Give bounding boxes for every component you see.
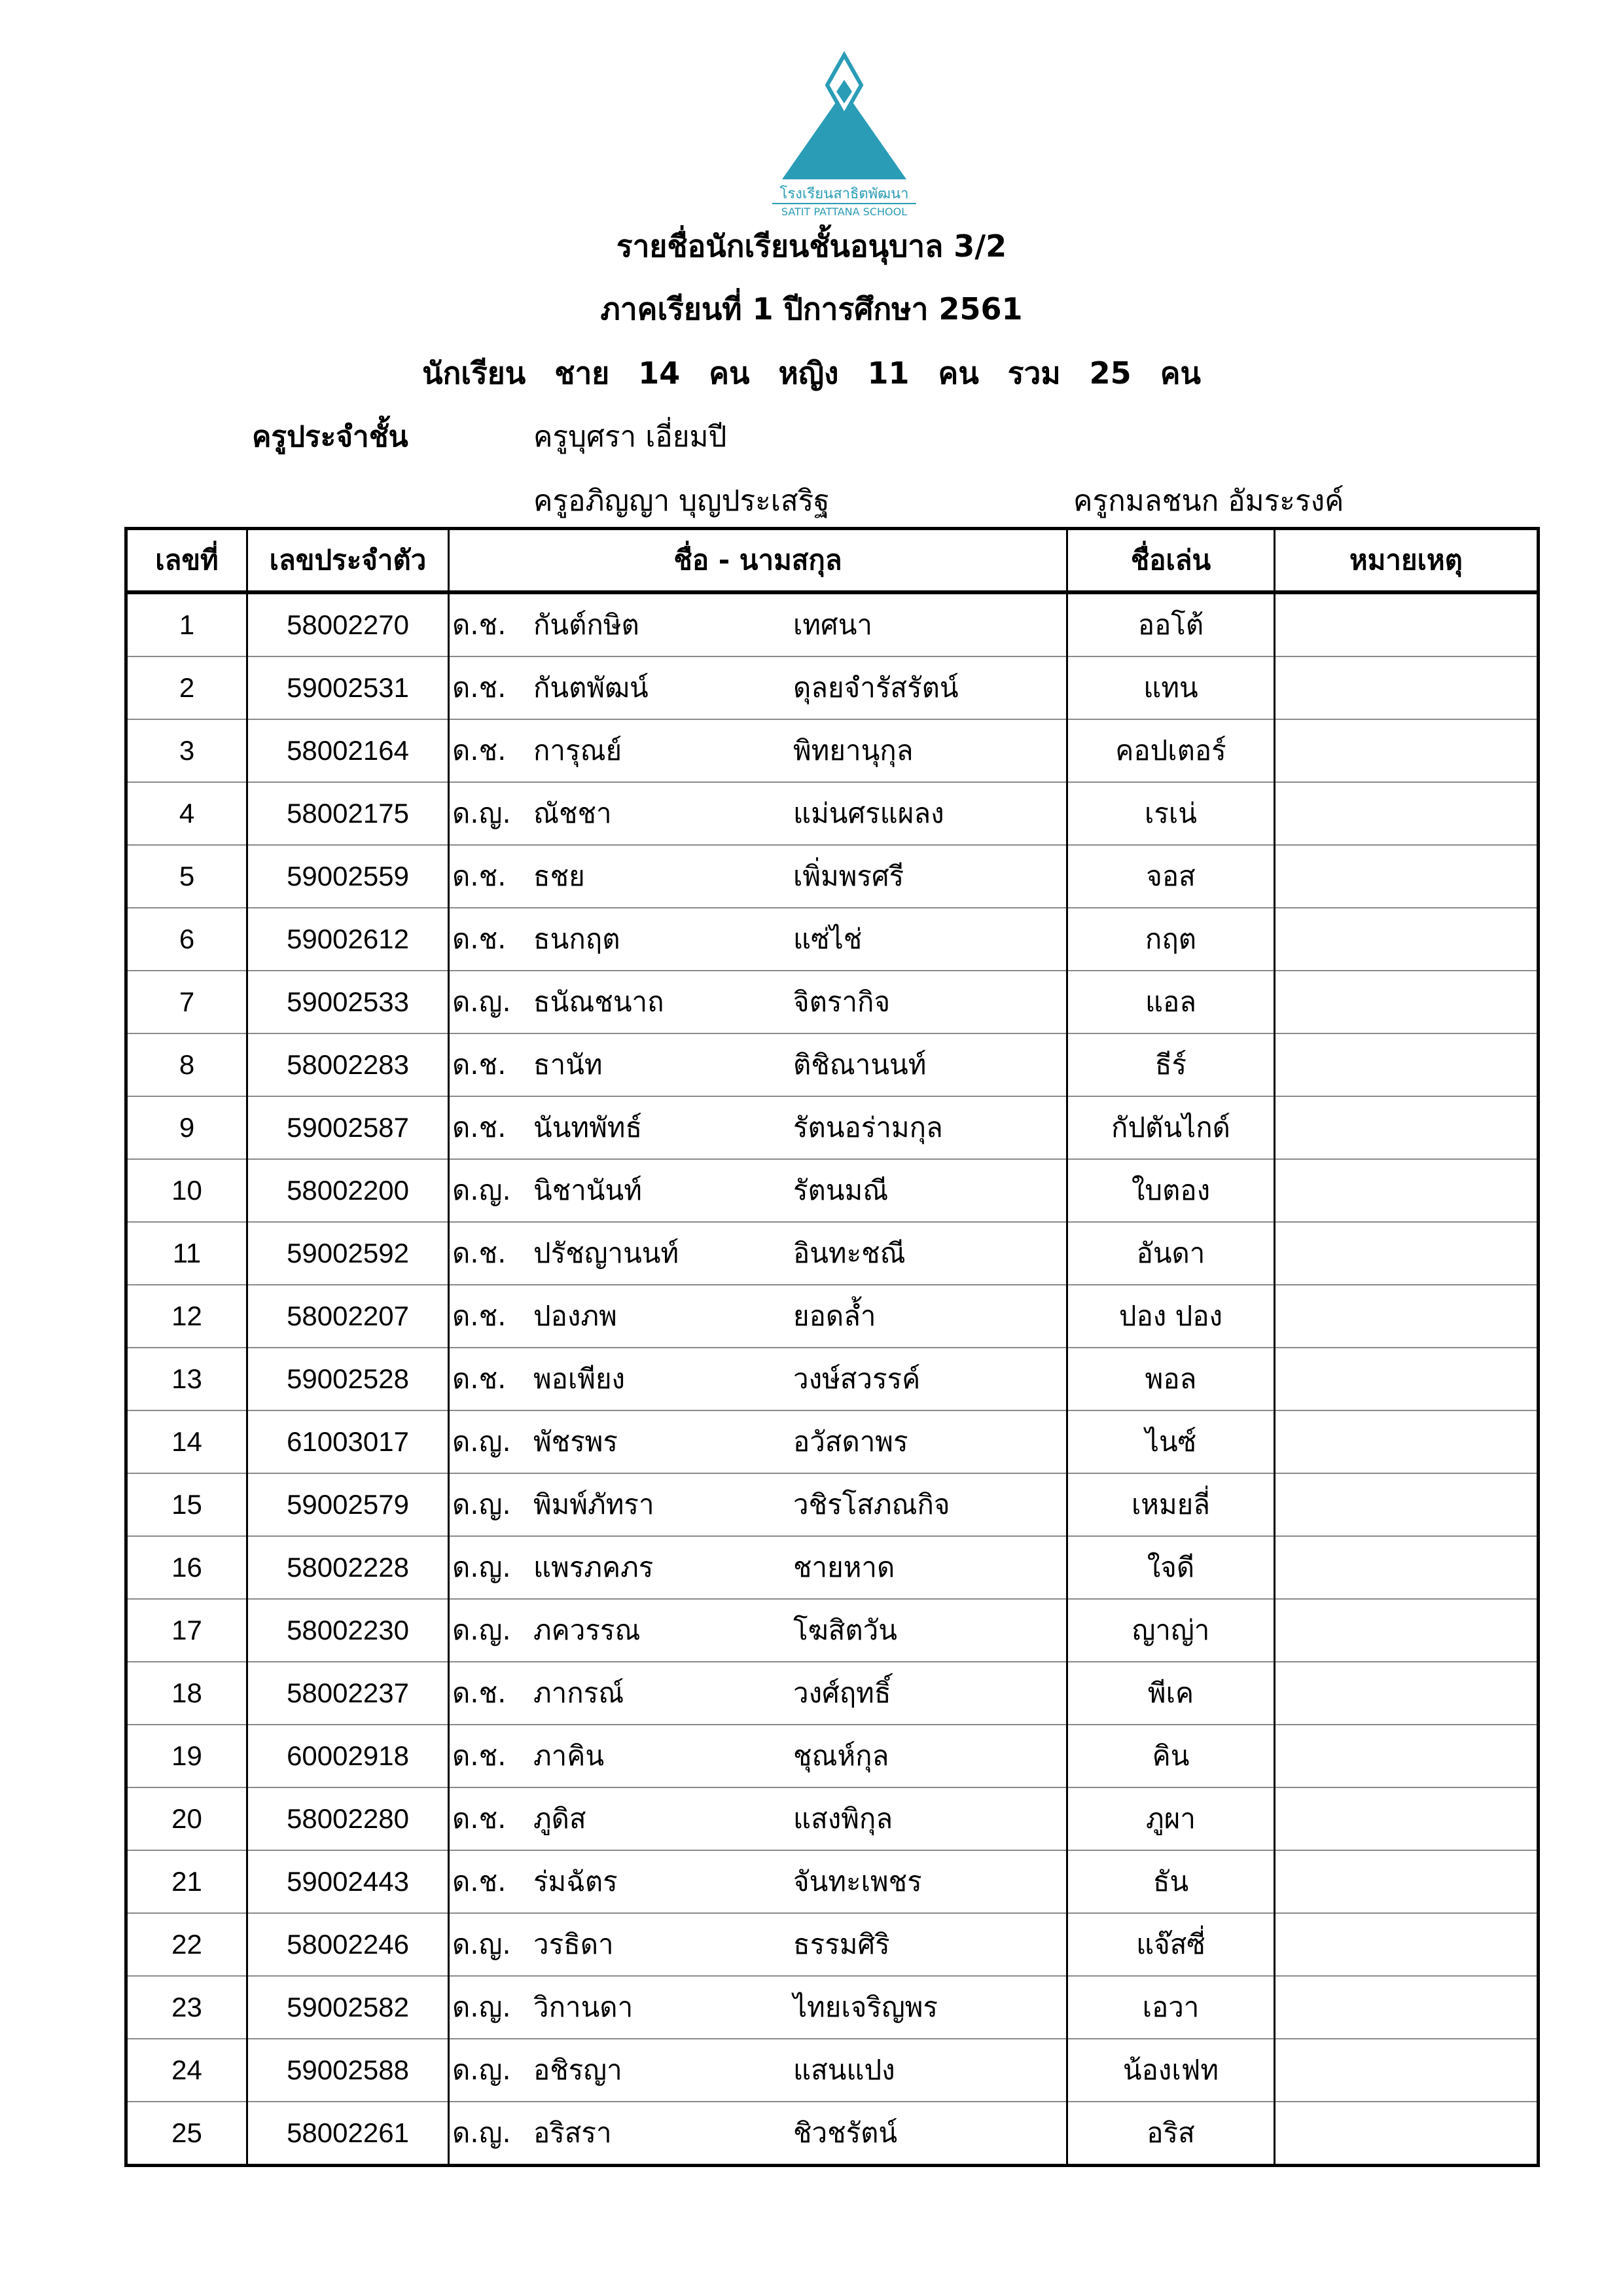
full-name-cell bbox=[449, 1473, 1067, 1536]
table-row bbox=[126, 845, 1539, 908]
row-number: 1 bbox=[126, 592, 247, 656]
nickname: อันดา bbox=[1067, 1222, 1275, 1285]
remarks-cell bbox=[1275, 1662, 1539, 1725]
first-name: พัชรพร bbox=[533, 1426, 618, 1458]
last-name: แม่นศรแผลง bbox=[793, 797, 944, 829]
total-unit: คน bbox=[1160, 355, 1201, 391]
row-number: 21 bbox=[126, 1850, 247, 1913]
remarks-cell bbox=[1275, 908, 1539, 971]
first-name: ภควรรณ bbox=[533, 1614, 641, 1646]
row-number: 22 bbox=[126, 1913, 247, 1976]
student-id: 60002918 bbox=[247, 1725, 449, 1787]
student-id: 58002246 bbox=[247, 1913, 449, 1976]
table-row bbox=[126, 1850, 1539, 1913]
table-header-row bbox=[126, 529, 1539, 593]
total-label: รวม bbox=[1007, 355, 1061, 391]
last-name: ชุณห์กุล bbox=[793, 1740, 889, 1772]
row-number: 24 bbox=[126, 2039, 247, 2102]
name-prefix: ด.ญ. bbox=[452, 1426, 511, 1458]
first-name: ปรัชญานนท์ bbox=[533, 1237, 679, 1269]
row-number: 3 bbox=[126, 719, 247, 782]
name-prefix: ด.ช. bbox=[452, 734, 507, 766]
row-number: 6 bbox=[126, 908, 247, 971]
nickname: ออโต้ bbox=[1067, 592, 1275, 656]
row-number: 10 bbox=[126, 1159, 247, 1222]
full-name-cell bbox=[449, 656, 1067, 719]
nickname: น้องเฟท bbox=[1067, 2039, 1275, 2102]
last-name: อินทะชณี bbox=[793, 1237, 906, 1269]
last-name: ยอดล้ำ bbox=[793, 1300, 876, 1332]
last-name: ชายหาด bbox=[793, 1551, 895, 1583]
name-prefix: ด.ญ. bbox=[452, 1928, 511, 1960]
homeroom-teacher-label: ครูประจำชั้น bbox=[252, 420, 408, 454]
term-line: ภาคเรียนที่ 1 ปีการศึกษา 2561 bbox=[600, 291, 1023, 327]
first-name: ภาคิน bbox=[533, 1740, 605, 1772]
remarks-cell bbox=[1275, 1536, 1539, 1599]
remarks-cell bbox=[1275, 2039, 1539, 2102]
nickname: ใบตอง bbox=[1067, 1159, 1275, 1222]
column-header-student-id: เลขประจำตัว bbox=[247, 529, 449, 593]
table-row bbox=[126, 2102, 1539, 2166]
student-roster-table bbox=[124, 527, 1540, 2167]
student-id: 61003017 bbox=[247, 1410, 449, 1473]
first-name: วิกานดา bbox=[533, 1991, 633, 2023]
last-name: โฆสิตวัน bbox=[793, 1614, 897, 1646]
full-name-cell bbox=[449, 2039, 1067, 2102]
remarks-cell bbox=[1275, 1033, 1539, 1096]
row-number: 5 bbox=[126, 845, 247, 908]
total-count: 25 bbox=[1089, 355, 1132, 391]
nickname: คอปเตอร์ bbox=[1067, 719, 1275, 782]
remarks-cell bbox=[1275, 1348, 1539, 1410]
last-name: วชิรโสภณกิจ bbox=[793, 1488, 950, 1520]
nickname: พีเค bbox=[1067, 1662, 1275, 1725]
first-name: ภากรณ์ bbox=[533, 1677, 624, 1709]
table-row bbox=[126, 719, 1539, 782]
name-prefix: ด.ญ. bbox=[452, 2117, 511, 2149]
last-name: จิตรากิจ bbox=[793, 986, 891, 1018]
student-summary bbox=[0, 350, 1623, 397]
first-name: กันต์กษิต bbox=[533, 609, 639, 641]
student-id: 58002237 bbox=[247, 1662, 449, 1725]
summary-label: นักเรียน bbox=[422, 355, 526, 391]
first-name: ณัชชา bbox=[533, 797, 612, 829]
column-header-full-name: ชื่อ - นามสกุล bbox=[449, 529, 1067, 593]
name-prefix: ด.ช. bbox=[452, 1677, 507, 1709]
name-prefix: ด.ช. bbox=[452, 1049, 507, 1081]
full-name-cell bbox=[449, 1787, 1067, 1850]
nickname: ใจดี bbox=[1067, 1536, 1275, 1599]
table-row bbox=[126, 1976, 1539, 2039]
last-name: พิทยานุกุล bbox=[793, 734, 914, 766]
table-row bbox=[126, 592, 1539, 656]
table-row bbox=[126, 782, 1539, 845]
table-row bbox=[126, 1599, 1539, 1662]
remarks-cell bbox=[1275, 719, 1539, 782]
male-count: 14 bbox=[638, 355, 681, 391]
nickname: ธีร์ bbox=[1067, 1033, 1275, 1096]
last-name: เทศนา bbox=[793, 609, 872, 641]
full-name-cell bbox=[449, 1222, 1067, 1285]
student-id: 58002164 bbox=[247, 719, 449, 782]
student-id: 58002270 bbox=[247, 592, 449, 656]
remarks-cell bbox=[1275, 2102, 1539, 2166]
row-number: 17 bbox=[126, 1599, 247, 1662]
full-name-cell bbox=[449, 1159, 1067, 1222]
row-number: 23 bbox=[126, 1976, 247, 2039]
name-prefix: ด.ช. bbox=[452, 1300, 507, 1332]
student-id: 59002612 bbox=[247, 908, 449, 971]
student-id: 59002582 bbox=[247, 1976, 449, 2039]
first-name: การุณย์ bbox=[533, 734, 622, 766]
remarks-cell bbox=[1275, 592, 1539, 656]
name-prefix: ด.ญ. bbox=[452, 1551, 511, 1583]
name-prefix: ด.ช. bbox=[452, 1803, 507, 1835]
last-name: อวัสดาพร bbox=[793, 1426, 908, 1458]
nickname: ภูผา bbox=[1067, 1787, 1275, 1850]
first-name: นันทพัทธ์ bbox=[533, 1111, 643, 1143]
last-name: ชิวชรัตน์ bbox=[793, 2117, 898, 2149]
first-name: ธชย bbox=[533, 860, 585, 892]
table-row bbox=[126, 1473, 1539, 1536]
remarks-cell bbox=[1275, 1913, 1539, 1976]
name-prefix: ด.ช. bbox=[452, 1237, 507, 1269]
remarks-cell bbox=[1275, 1725, 1539, 1787]
name-prefix: ด.ช. bbox=[452, 860, 507, 892]
student-id: 59002528 bbox=[247, 1348, 449, 1410]
name-prefix: ด.ช. bbox=[452, 609, 507, 641]
student-id: 59002587 bbox=[247, 1096, 449, 1159]
table-row bbox=[126, 1662, 1539, 1725]
male-unit: คน bbox=[709, 355, 750, 391]
last-name: เพิ่มพรศรี bbox=[793, 860, 904, 892]
nickname: อริส bbox=[1067, 2102, 1275, 2166]
logo-divider bbox=[772, 203, 916, 204]
last-name: แซ่ไช่ bbox=[793, 923, 863, 955]
last-name: วงศ์ฤทธิ์ bbox=[793, 1677, 891, 1709]
full-name-cell bbox=[449, 1410, 1067, 1473]
student-id: 58002207 bbox=[247, 1285, 449, 1348]
nickname: เหมยลี่ bbox=[1067, 1473, 1275, 1536]
teacher-name: ครูบุศรา เอี่ยมปี bbox=[533, 420, 727, 454]
student-id: 58002230 bbox=[247, 1599, 449, 1662]
nickname: ธัน bbox=[1067, 1850, 1275, 1913]
first-name: พิมพ์ภัทรา bbox=[533, 1488, 654, 1520]
full-name-cell bbox=[449, 1536, 1067, 1599]
page-title: รายชื่อนักเรียนชั้นอนุบาล 3/2 bbox=[616, 228, 1007, 264]
student-id: 58002175 bbox=[247, 782, 449, 845]
table-row bbox=[126, 1285, 1539, 1348]
full-name-cell bbox=[449, 782, 1067, 845]
column-header-remarks: หมายเหตุ bbox=[1275, 529, 1539, 593]
student-id: 59002531 bbox=[247, 656, 449, 719]
first-name: ธนกฤต bbox=[533, 923, 620, 955]
teacher-name: ครูอภิญญา บุญประเสริฐ bbox=[533, 484, 830, 518]
row-number: 7 bbox=[126, 971, 247, 1033]
full-name-cell bbox=[449, 592, 1067, 656]
name-prefix: ด.ญ. bbox=[452, 797, 511, 829]
remarks-cell bbox=[1275, 782, 1539, 845]
table-row bbox=[126, 656, 1539, 719]
full-name-cell bbox=[449, 1033, 1067, 1096]
nickname: กฤต bbox=[1067, 908, 1275, 971]
remarks-cell bbox=[1275, 1222, 1539, 1285]
last-name: ติชิณานนท์ bbox=[793, 1049, 927, 1081]
student-id: 59002533 bbox=[247, 971, 449, 1033]
female-unit: คน bbox=[938, 355, 979, 391]
table-body bbox=[126, 592, 1539, 2166]
row-number: 19 bbox=[126, 1725, 247, 1787]
name-prefix: ด.ญ. bbox=[452, 1614, 511, 1646]
full-name-cell bbox=[449, 1348, 1067, 1410]
full-name-cell bbox=[449, 1285, 1067, 1348]
table-row bbox=[126, 1913, 1539, 1976]
name-prefix: ด.ญ. bbox=[452, 2054, 511, 2086]
full-name-cell bbox=[449, 1976, 1067, 2039]
full-name-cell bbox=[449, 1725, 1067, 1787]
row-number: 2 bbox=[126, 656, 247, 719]
row-number: 9 bbox=[126, 1096, 247, 1159]
student-id: 58002283 bbox=[247, 1033, 449, 1096]
table-row bbox=[126, 908, 1539, 971]
first-name: กันตพัฒน์ bbox=[533, 672, 649, 704]
female-label: หญิง bbox=[778, 355, 839, 391]
student-id: 58002261 bbox=[247, 2102, 449, 2166]
row-number: 14 bbox=[126, 1410, 247, 1473]
name-prefix: ด.ช. bbox=[452, 1865, 507, 1897]
female-count: 11 bbox=[867, 355, 910, 391]
table-row bbox=[126, 1725, 1539, 1787]
row-number: 4 bbox=[126, 782, 247, 845]
nickname: แอล bbox=[1067, 971, 1275, 1033]
full-name-cell bbox=[449, 1599, 1067, 1662]
name-prefix: ด.ญ. bbox=[452, 1488, 511, 1520]
last-name: แสนแปง bbox=[793, 2054, 895, 2086]
nickname: เรเน่ bbox=[1067, 782, 1275, 845]
full-name-cell bbox=[449, 719, 1067, 782]
name-prefix: ด.ญ. bbox=[452, 1991, 511, 2023]
table-row bbox=[126, 1159, 1539, 1222]
nickname: แจ๊สซี่ bbox=[1067, 1913, 1275, 1976]
table-row bbox=[126, 1033, 1539, 1096]
row-number: 25 bbox=[126, 2102, 247, 2166]
last-name: รัตนมณี bbox=[793, 1174, 889, 1206]
nickname: ไนซ์ bbox=[1067, 1410, 1275, 1473]
first-name: แพรภคภร bbox=[533, 1551, 654, 1583]
name-prefix: ด.ช. bbox=[452, 923, 507, 955]
first-name: ธนัณชนาถ bbox=[533, 986, 664, 1018]
student-id: 58002200 bbox=[247, 1159, 449, 1222]
nickname: ปอง ปอง bbox=[1067, 1285, 1275, 1348]
nickname: จอส bbox=[1067, 845, 1275, 908]
row-number: 8 bbox=[126, 1033, 247, 1096]
first-name: วรธิดา bbox=[533, 1928, 614, 1960]
male-label: ชาย bbox=[554, 355, 610, 391]
remarks-cell bbox=[1275, 1473, 1539, 1536]
last-name: แสงพิกุล bbox=[793, 1803, 893, 1835]
nickname: เอวา bbox=[1067, 1976, 1275, 2039]
full-name-cell bbox=[449, 2102, 1067, 2166]
first-name: ภูดิส bbox=[533, 1803, 586, 1835]
name-prefix: ด.ช. bbox=[452, 672, 507, 704]
row-number: 12 bbox=[126, 1285, 247, 1348]
column-header-nickname: ชื่อเล่น bbox=[1067, 529, 1275, 593]
student-id: 59002592 bbox=[247, 1222, 449, 1285]
student-id: 58002280 bbox=[247, 1787, 449, 1850]
nickname: ญาญ่า bbox=[1067, 1599, 1275, 1662]
student-id: 59002579 bbox=[247, 1473, 449, 1536]
full-name-cell bbox=[449, 1662, 1067, 1725]
first-name: ธานัท bbox=[533, 1049, 603, 1081]
remarks-cell bbox=[1275, 845, 1539, 908]
nickname: แทน bbox=[1067, 656, 1275, 719]
last-name: วงษ์สวรรค์ bbox=[793, 1363, 921, 1395]
last-name: ดุลยจำรัสรัตน์ bbox=[793, 672, 959, 704]
row-number: 15 bbox=[126, 1473, 247, 1536]
school-name-thai: โรงเรียนสาธิตพัฒนา bbox=[779, 186, 909, 202]
table-row bbox=[126, 1787, 1539, 1850]
school-name-english: SATIT PATTANA SCHOOL bbox=[781, 206, 908, 218]
full-name-cell bbox=[449, 908, 1067, 971]
row-number: 20 bbox=[126, 1787, 247, 1850]
remarks-cell bbox=[1275, 1096, 1539, 1159]
table-row bbox=[126, 1096, 1539, 1159]
table-row bbox=[126, 971, 1539, 1033]
full-name-cell bbox=[449, 1850, 1067, 1913]
first-name: พอเพียง bbox=[533, 1363, 626, 1395]
table-row bbox=[126, 1222, 1539, 1285]
full-name-cell bbox=[449, 1913, 1067, 1976]
nickname: คิน bbox=[1067, 1725, 1275, 1787]
nickname: พอล bbox=[1067, 1348, 1275, 1410]
first-name: ร่มฉัตร bbox=[533, 1865, 618, 1897]
name-prefix: ด.ช. bbox=[452, 1111, 507, 1143]
first-name: อริสรา bbox=[533, 2117, 612, 2149]
column-header-number: เลขที่ bbox=[126, 529, 247, 593]
table-row bbox=[126, 1410, 1539, 1473]
student-id: 59002559 bbox=[247, 845, 449, 908]
triangle-diamond-logo-icon bbox=[766, 51, 923, 182]
row-number: 16 bbox=[126, 1536, 247, 1599]
student-id: 59002588 bbox=[247, 2039, 449, 2102]
remarks-cell bbox=[1275, 1285, 1539, 1348]
full-name-cell bbox=[449, 971, 1067, 1033]
remarks-cell bbox=[1275, 1850, 1539, 1913]
table-row bbox=[126, 1536, 1539, 1599]
name-prefix: ด.ญ. bbox=[452, 1174, 511, 1206]
name-prefix: ด.ญ. bbox=[452, 986, 511, 1018]
row-number: 11 bbox=[126, 1222, 247, 1285]
last-name: จันทะเพชร bbox=[793, 1865, 922, 1897]
row-number: 18 bbox=[126, 1662, 247, 1725]
first-name: ปองภพ bbox=[533, 1300, 617, 1332]
remarks-cell bbox=[1275, 1159, 1539, 1222]
name-prefix: ด.ช. bbox=[452, 1363, 507, 1395]
table-row bbox=[126, 2039, 1539, 2102]
nickname: กัปตันไกด์ bbox=[1067, 1096, 1275, 1159]
last-name: ธรรมศิริ bbox=[793, 1928, 890, 1960]
remarks-cell bbox=[1275, 1410, 1539, 1473]
remarks-cell bbox=[1275, 1787, 1539, 1850]
table-row bbox=[126, 1348, 1539, 1410]
last-name: รัตนอร่ามกุล bbox=[793, 1111, 943, 1143]
full-name-cell bbox=[449, 845, 1067, 908]
remarks-cell bbox=[1275, 971, 1539, 1033]
remarks-cell bbox=[1275, 656, 1539, 719]
full-name-cell bbox=[449, 1096, 1067, 1159]
name-prefix: ด.ช. bbox=[452, 1740, 507, 1772]
student-id: 59002443 bbox=[247, 1850, 449, 1913]
remarks-cell bbox=[1275, 1976, 1539, 2039]
row-number: 13 bbox=[126, 1348, 247, 1410]
student-id: 58002228 bbox=[247, 1536, 449, 1599]
last-name: ไทยเจริญพร bbox=[793, 1991, 938, 2023]
teacher-name: ครูกมลชนก อัมระรงค์ bbox=[1073, 484, 1344, 518]
school-logo bbox=[766, 51, 923, 218]
first-name: นิชานันท์ bbox=[533, 1174, 642, 1206]
first-name: อชิรญา bbox=[533, 2054, 622, 2086]
remarks-cell bbox=[1275, 1599, 1539, 1662]
